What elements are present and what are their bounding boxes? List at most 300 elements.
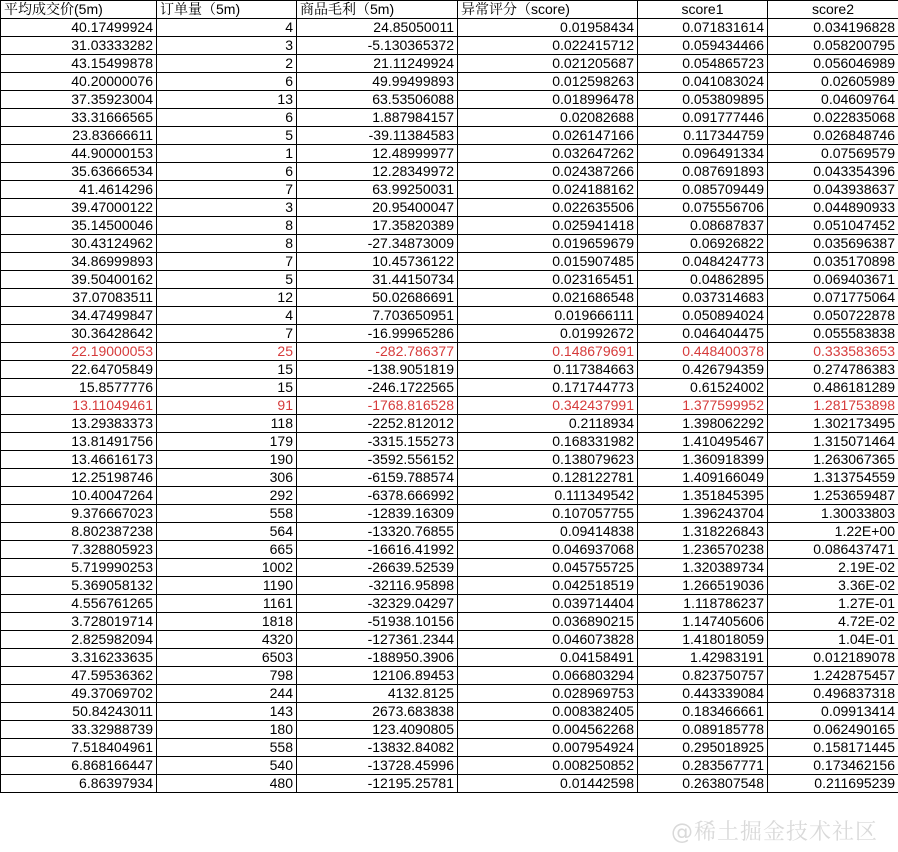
cell-order-count[interactable]: 7 bbox=[157, 253, 297, 271]
cell-avg-price[interactable]: 5.369058132 bbox=[1, 577, 157, 595]
cell-anomaly-score[interactable]: 0.039714404 bbox=[458, 595, 638, 613]
cell-order-count[interactable]: 180 bbox=[157, 721, 297, 739]
cell-gross-profit[interactable]: -16616.41992 bbox=[297, 541, 458, 559]
cell-score2[interactable]: 0.034196828 bbox=[768, 19, 898, 37]
cell-anomaly-score[interactable]: 0.019659679 bbox=[458, 235, 638, 253]
cell-score1[interactable]: 0.448400378 bbox=[638, 343, 768, 361]
cell-score2[interactable]: 4.72E-02 bbox=[768, 613, 898, 631]
cell-anomaly-score[interactable]: 0.004562268 bbox=[458, 721, 638, 739]
cell-avg-price[interactable]: 22.64705849 bbox=[1, 361, 157, 379]
cell-gross-profit[interactable]: 63.99250031 bbox=[297, 181, 458, 199]
cell-gross-profit[interactable]: -13832.84082 bbox=[297, 739, 458, 757]
cell-score2[interactable]: 0.012189078 bbox=[768, 649, 898, 667]
cell-anomaly-score[interactable]: 0.018996478 bbox=[458, 91, 638, 109]
cell-score2[interactable]: 0.07569579 bbox=[768, 145, 898, 163]
cell-avg-price[interactable]: 39.47000122 bbox=[1, 199, 157, 217]
header-anomaly-score[interactable]: 异常评分（score) bbox=[458, 1, 638, 19]
header-gross-profit[interactable]: 商品毛利（5m) bbox=[297, 1, 458, 19]
cell-gross-profit[interactable]: -6378.666992 bbox=[297, 487, 458, 505]
cell-gross-profit[interactable]: -246.1722565 bbox=[297, 379, 458, 397]
cell-score1[interactable]: 1.410495467 bbox=[638, 433, 768, 451]
cell-gross-profit[interactable]: -26639.52539 bbox=[297, 559, 458, 577]
cell-avg-price[interactable]: 2.825982094 bbox=[1, 631, 157, 649]
table-row bbox=[1, 19, 898, 37]
cell-avg-price[interactable]: 8.802387238 bbox=[1, 523, 157, 541]
cell-order-count[interactable]: 3 bbox=[157, 37, 297, 55]
table-row bbox=[1, 397, 898, 415]
cell-score2[interactable]: 0.158171445 bbox=[768, 739, 898, 757]
cell-avg-price[interactable]: 10.40047264 bbox=[1, 487, 157, 505]
cell-score2[interactable]: 0.035696387 bbox=[768, 235, 898, 253]
cell-anomaly-score[interactable]: 0.026147166 bbox=[458, 127, 638, 145]
cell-score1[interactable]: 0.117344759 bbox=[638, 127, 768, 145]
table-row bbox=[1, 55, 898, 73]
cell-score1[interactable]: 1.377599952 bbox=[638, 397, 768, 415]
cell-anomaly-score[interactable]: 0.042518519 bbox=[458, 577, 638, 595]
cell-score2[interactable]: 1.04E-01 bbox=[768, 631, 898, 649]
cell-score2[interactable]: 0.04609764 bbox=[768, 91, 898, 109]
cell-gross-profit[interactable]: -6159.788574 bbox=[297, 469, 458, 487]
cell-order-count[interactable]: 558 bbox=[157, 739, 297, 757]
cell-order-count[interactable]: 190 bbox=[157, 451, 297, 469]
table-row bbox=[1, 217, 898, 235]
cell-anomaly-score[interactable]: 0.024387266 bbox=[458, 163, 638, 181]
cell-avg-price[interactable]: 12.25198746 bbox=[1, 469, 157, 487]
cell-order-count[interactable]: 13 bbox=[157, 91, 297, 109]
cell-score1[interactable]: 1.351845395 bbox=[638, 487, 768, 505]
cell-gross-profit[interactable]: -282.786377 bbox=[297, 343, 458, 361]
cell-score1[interactable]: 1.320389734 bbox=[638, 559, 768, 577]
cell-gross-profit[interactable]: 1.887984157 bbox=[297, 109, 458, 127]
cell-score1[interactable]: 0.426794359 bbox=[638, 361, 768, 379]
cell-score2[interactable]: 0.043354396 bbox=[768, 163, 898, 181]
cell-score2[interactable]: 0.026848746 bbox=[768, 127, 898, 145]
table-row bbox=[1, 379, 898, 397]
cell-avg-price[interactable]: 6.86397934 bbox=[1, 775, 157, 793]
cell-order-count[interactable]: 4320 bbox=[157, 631, 297, 649]
cell-score1[interactable]: 1.409166049 bbox=[638, 469, 768, 487]
cell-avg-price[interactable]: 23.83666611 bbox=[1, 127, 157, 145]
table-row bbox=[1, 469, 898, 487]
cell-score2[interactable]: 0.496837318 bbox=[768, 685, 898, 703]
cell-anomaly-score[interactable]: 0.045755725 bbox=[458, 559, 638, 577]
cell-avg-price[interactable]: 34.86999893 bbox=[1, 253, 157, 271]
table-row bbox=[1, 505, 898, 523]
cell-anomaly-score[interactable]: 0.168331982 bbox=[458, 433, 638, 451]
cell-gross-profit[interactable]: -5.130365372 bbox=[297, 37, 458, 55]
cell-score2[interactable]: 1.242875457 bbox=[768, 667, 898, 685]
cell-score1[interactable]: 1.396243704 bbox=[638, 505, 768, 523]
table-row bbox=[1, 73, 898, 91]
cell-order-count[interactable]: 244 bbox=[157, 685, 297, 703]
cell-order-count[interactable]: 665 bbox=[157, 541, 297, 559]
cell-anomaly-score[interactable]: 0.117384663 bbox=[458, 361, 638, 379]
cell-score2[interactable]: 0.062490165 bbox=[768, 721, 898, 739]
cell-gross-profit[interactable]: 17.35820389 bbox=[297, 217, 458, 235]
table-row bbox=[1, 253, 898, 271]
cell-score1[interactable]: 0.61524002 bbox=[638, 379, 768, 397]
header-score2[interactable]: score2 bbox=[768, 1, 898, 19]
cell-score2[interactable]: 0.055583838 bbox=[768, 325, 898, 343]
cell-avg-price[interactable]: 13.11049461 bbox=[1, 397, 157, 415]
cell-score2[interactable]: 0.044890933 bbox=[768, 199, 898, 217]
cell-gross-profit[interactable]: 10.45736122 bbox=[297, 253, 458, 271]
table-row bbox=[1, 343, 898, 361]
cell-score2[interactable]: 0.086437471 bbox=[768, 541, 898, 559]
cell-order-count[interactable]: 179 bbox=[157, 433, 297, 451]
cell-avg-price[interactable]: 40.20000076 bbox=[1, 73, 157, 91]
cell-gross-profit[interactable]: 50.02686691 bbox=[297, 289, 458, 307]
cell-avg-price[interactable]: 13.29383373 bbox=[1, 415, 157, 433]
cell-gross-profit[interactable]: -13320.76855 bbox=[297, 523, 458, 541]
cell-order-count[interactable]: 306 bbox=[157, 469, 297, 487]
table-row bbox=[1, 415, 898, 433]
cell-score2[interactable]: 1.281753898 bbox=[768, 397, 898, 415]
cell-avg-price[interactable]: 9.376667023 bbox=[1, 505, 157, 523]
cell-gross-profit[interactable]: -16.99965286 bbox=[297, 325, 458, 343]
cell-anomaly-score[interactable]: 0.01992672 bbox=[458, 325, 638, 343]
cell-order-count[interactable]: 558 bbox=[157, 505, 297, 523]
table-row bbox=[1, 613, 898, 631]
cell-score2[interactable]: 0.051047452 bbox=[768, 217, 898, 235]
cell-gross-profit[interactable]: 63.53506088 bbox=[297, 91, 458, 109]
cell-score2[interactable]: 0.274786383 bbox=[768, 361, 898, 379]
cell-anomaly-score[interactable]: 0.025941418 bbox=[458, 217, 638, 235]
cell-order-count[interactable]: 12 bbox=[157, 289, 297, 307]
table-row bbox=[1, 559, 898, 577]
cell-order-count[interactable]: 7 bbox=[157, 325, 297, 343]
cell-score2[interactable]: 0.022835068 bbox=[768, 109, 898, 127]
cell-score2[interactable]: 1.30033803 bbox=[768, 505, 898, 523]
cell-anomaly-score[interactable]: 0.171744773 bbox=[458, 379, 638, 397]
cell-anomaly-score[interactable]: 0.09414838 bbox=[458, 523, 638, 541]
header-order-count[interactable]: 订单量（5m) bbox=[157, 1, 297, 19]
table-row bbox=[1, 775, 898, 793]
cell-order-count[interactable]: 6 bbox=[157, 163, 297, 181]
cell-avg-price[interactable]: 31.03333282 bbox=[1, 37, 157, 55]
cell-anomaly-score[interactable]: 0.008250852 bbox=[458, 757, 638, 775]
cell-score2[interactable]: 1.315071464 bbox=[768, 433, 898, 451]
cell-score2[interactable]: 2.19E-02 bbox=[768, 559, 898, 577]
table-row bbox=[1, 127, 898, 145]
cell-avg-price[interactable]: 35.14500046 bbox=[1, 217, 157, 235]
table-row bbox=[1, 721, 898, 739]
cell-avg-price[interactable]: 30.43124962 bbox=[1, 235, 157, 253]
cell-score1[interactable]: 1.42983191 bbox=[638, 649, 768, 667]
table-row bbox=[1, 109, 898, 127]
cell-avg-price[interactable]: 7.328805923 bbox=[1, 541, 157, 559]
cell-score1[interactable]: 1.418018059 bbox=[638, 631, 768, 649]
cell-gross-profit[interactable]: 12106.89453 bbox=[297, 667, 458, 685]
header-row bbox=[1, 1, 898, 19]
cell-anomaly-score[interactable]: 0.02082688 bbox=[458, 109, 638, 127]
cell-avg-price[interactable]: 30.36428642 bbox=[1, 325, 157, 343]
cell-score1[interactable]: 0.087691893 bbox=[638, 163, 768, 181]
cell-anomaly-score[interactable]: 0.024188162 bbox=[458, 181, 638, 199]
cell-order-count[interactable]: 798 bbox=[157, 667, 297, 685]
cell-gross-profit[interactable]: 12.28349972 bbox=[297, 163, 458, 181]
cell-avg-price[interactable]: 13.81491756 bbox=[1, 433, 157, 451]
cell-order-count[interactable]: 15 bbox=[157, 361, 297, 379]
cell-gross-profit[interactable]: 2673.683838 bbox=[297, 703, 458, 721]
table-row bbox=[1, 235, 898, 253]
cell-order-count[interactable]: 1161 bbox=[157, 595, 297, 613]
cell-gross-profit[interactable]: -188950.3906 bbox=[297, 649, 458, 667]
cell-anomaly-score[interactable]: 0.021686548 bbox=[458, 289, 638, 307]
table-row bbox=[1, 487, 898, 505]
cell-anomaly-score[interactable]: 0.128122781 bbox=[458, 469, 638, 487]
cell-avg-price[interactable]: 3.728019714 bbox=[1, 613, 157, 631]
cell-avg-price[interactable]: 39.50400162 bbox=[1, 271, 157, 289]
cell-order-count[interactable]: 1190 bbox=[157, 577, 297, 595]
cell-anomaly-score[interactable]: 0.019666111 bbox=[458, 307, 638, 325]
cell-score1[interactable]: 0.059434466 bbox=[638, 37, 768, 55]
cell-order-count[interactable]: 6503 bbox=[157, 649, 297, 667]
cell-score1[interactable]: 0.053809895 bbox=[638, 91, 768, 109]
cell-score1[interactable]: 1.147405606 bbox=[638, 613, 768, 631]
cell-gross-profit[interactable]: -51938.10156 bbox=[297, 613, 458, 631]
cell-gross-profit[interactable]: 20.95400047 bbox=[297, 199, 458, 217]
cell-gross-profit[interactable]: 21.11249924 bbox=[297, 55, 458, 73]
cell-gross-profit[interactable]: 123.4090805 bbox=[297, 721, 458, 739]
cell-score1[interactable]: 0.443339084 bbox=[638, 685, 768, 703]
table-row bbox=[1, 667, 898, 685]
cell-score1[interactable]: 1.266519036 bbox=[638, 577, 768, 595]
cell-gross-profit[interactable]: -32116.95898 bbox=[297, 577, 458, 595]
cell-score1[interactable]: 1.236570238 bbox=[638, 541, 768, 559]
cell-order-count[interactable]: 1 bbox=[157, 145, 297, 163]
cell-order-count[interactable]: 91 bbox=[157, 397, 297, 415]
cell-score1[interactable]: 0.183466661 bbox=[638, 703, 768, 721]
cell-anomaly-score[interactable]: 0.022415712 bbox=[458, 37, 638, 55]
cell-order-count[interactable]: 8 bbox=[157, 235, 297, 253]
cell-score1[interactable]: 0.075556706 bbox=[638, 199, 768, 217]
cell-gross-profit[interactable]: -1768.816528 bbox=[297, 397, 458, 415]
cell-score1[interactable]: 0.085709449 bbox=[638, 181, 768, 199]
cell-order-count[interactable]: 1818 bbox=[157, 613, 297, 631]
cell-anomaly-score[interactable]: 0.007954924 bbox=[458, 739, 638, 757]
cell-avg-price[interactable]: 7.518404961 bbox=[1, 739, 157, 757]
cell-score2[interactable]: 0.486181289 bbox=[768, 379, 898, 397]
watermark: @稀土掘金技术社区 bbox=[670, 820, 878, 845]
cell-score1[interactable]: 0.06926822 bbox=[638, 235, 768, 253]
cell-avg-price[interactable]: 37.07083511 bbox=[1, 289, 157, 307]
cell-score1[interactable]: 0.046404475 bbox=[638, 325, 768, 343]
cell-avg-price[interactable]: 15.8577776 bbox=[1, 379, 157, 397]
cell-avg-price[interactable]: 4.556761265 bbox=[1, 595, 157, 613]
cell-order-count[interactable]: 4 bbox=[157, 19, 297, 37]
cell-order-count[interactable]: 1002 bbox=[157, 559, 297, 577]
table-row bbox=[1, 199, 898, 217]
cell-avg-price[interactable]: 3.316233635 bbox=[1, 649, 157, 667]
table-row bbox=[1, 541, 898, 559]
cell-score1[interactable]: 0.263807548 bbox=[638, 775, 768, 793]
cell-anomaly-score[interactable]: 0.021205687 bbox=[458, 55, 638, 73]
cell-gross-profit[interactable]: -3315.155273 bbox=[297, 433, 458, 451]
cell-order-count[interactable]: 6 bbox=[157, 73, 297, 91]
cell-avg-price[interactable]: 35.63666534 bbox=[1, 163, 157, 181]
cell-score1[interactable]: 1.118786237 bbox=[638, 595, 768, 613]
cell-anomaly-score[interactable]: 0.023165451 bbox=[458, 271, 638, 289]
cell-order-count[interactable]: 5 bbox=[157, 127, 297, 145]
cell-score2[interactable]: 0.071775064 bbox=[768, 289, 898, 307]
cell-order-count[interactable]: 480 bbox=[157, 775, 297, 793]
cell-score1[interactable]: 0.050894024 bbox=[638, 307, 768, 325]
cell-score1[interactable]: 0.04862895 bbox=[638, 271, 768, 289]
cell-avg-price[interactable]: 13.46616173 bbox=[1, 451, 157, 469]
table-row bbox=[1, 595, 898, 613]
cell-score2[interactable]: 0.050722878 bbox=[768, 307, 898, 325]
cell-avg-price[interactable]: 22.19000053 bbox=[1, 343, 157, 361]
cell-score1[interactable]: 0.823750757 bbox=[638, 667, 768, 685]
table-row bbox=[1, 325, 898, 343]
cell-score2[interactable]: 0.058200795 bbox=[768, 37, 898, 55]
table-row bbox=[1, 523, 898, 541]
cell-anomaly-score[interactable]: 0.046073828 bbox=[458, 631, 638, 649]
cell-score2[interactable]: 1.253659487 bbox=[768, 487, 898, 505]
cell-gross-profit[interactable]: 24.85050011 bbox=[297, 19, 458, 37]
cell-score1[interactable]: 0.037314683 bbox=[638, 289, 768, 307]
cell-gross-profit[interactable]: 4132.8125 bbox=[297, 685, 458, 703]
cell-anomaly-score[interactable]: 0.01442598 bbox=[458, 775, 638, 793]
cell-anomaly-score[interactable]: 0.028969753 bbox=[458, 685, 638, 703]
cell-gross-profit[interactable]: 12.48999977 bbox=[297, 145, 458, 163]
cell-anomaly-score[interactable]: 0.046937068 bbox=[458, 541, 638, 559]
cell-score2[interactable]: 0.035170898 bbox=[768, 253, 898, 271]
cell-order-count[interactable]: 3 bbox=[157, 199, 297, 217]
cell-gross-profit[interactable]: -13728.45996 bbox=[297, 757, 458, 775]
cell-gross-profit[interactable]: -39.11384583 bbox=[297, 127, 458, 145]
cell-gross-profit[interactable]: 7.703650951 bbox=[297, 307, 458, 325]
cell-anomaly-score[interactable]: 0.022635506 bbox=[458, 199, 638, 217]
cell-avg-price[interactable]: 49.37069702 bbox=[1, 685, 157, 703]
cell-gross-profit[interactable]: -12839.16309 bbox=[297, 505, 458, 523]
cell-score1[interactable]: 0.08687837 bbox=[638, 217, 768, 235]
cell-order-count[interactable]: 15 bbox=[157, 379, 297, 397]
cell-avg-price[interactable]: 5.719990253 bbox=[1, 559, 157, 577]
cell-avg-price[interactable]: 33.32988739 bbox=[1, 721, 157, 739]
cell-gross-profit[interactable]: -138.9051819 bbox=[297, 361, 458, 379]
table-row bbox=[1, 451, 898, 469]
cell-anomaly-score[interactable]: 0.148679691 bbox=[458, 343, 638, 361]
cell-avg-price[interactable]: 33.31666565 bbox=[1, 109, 157, 127]
cell-score2[interactable]: 1.27E-01 bbox=[768, 595, 898, 613]
cell-order-count[interactable]: 6 bbox=[157, 109, 297, 127]
cell-gross-profit[interactable]: -27.34873009 bbox=[297, 235, 458, 253]
header-score1[interactable]: score1 bbox=[638, 1, 768, 19]
cell-anomaly-score[interactable]: 0.111349542 bbox=[458, 487, 638, 505]
cell-order-count[interactable]: 8 bbox=[157, 217, 297, 235]
cell-anomaly-score[interactable]: 0.012598263 bbox=[458, 73, 638, 91]
cell-order-count[interactable]: 292 bbox=[157, 487, 297, 505]
cell-gross-profit[interactable]: -12195.25781 bbox=[297, 775, 458, 793]
table-row bbox=[1, 685, 898, 703]
cell-score2[interactable]: 1.313754559 bbox=[768, 469, 898, 487]
cell-anomaly-score[interactable]: 0.036890215 bbox=[458, 613, 638, 631]
cell-score1[interactable]: 0.096491334 bbox=[638, 145, 768, 163]
cell-avg-price[interactable]: 47.59536362 bbox=[1, 667, 157, 685]
cell-gross-profit[interactable]: -127361.2344 bbox=[297, 631, 458, 649]
cell-score2[interactable]: 1.302173495 bbox=[768, 415, 898, 433]
cell-score1[interactable]: 1.318226843 bbox=[638, 523, 768, 541]
cell-anomaly-score[interactable]: 0.138079623 bbox=[458, 451, 638, 469]
cell-score2[interactable]: 0.069403671 bbox=[768, 271, 898, 289]
cell-score1[interactable]: 0.054865723 bbox=[638, 55, 768, 73]
cell-score2[interactable]: 0.173462156 bbox=[768, 757, 898, 775]
cell-score1[interactable]: 0.295018925 bbox=[638, 739, 768, 757]
header-avg-price[interactable]: 平均成交价(5m) bbox=[1, 1, 157, 19]
cell-score1[interactable]: 0.071831614 bbox=[638, 19, 768, 37]
cell-anomaly-score[interactable]: 0.008382405 bbox=[458, 703, 638, 721]
cell-avg-price[interactable]: 6.868166447 bbox=[1, 757, 157, 775]
cell-score2[interactable]: 1.22E+00 bbox=[768, 523, 898, 541]
cell-anomaly-score[interactable]: 0.015907485 bbox=[458, 253, 638, 271]
cell-score1[interactable]: 0.048424773 bbox=[638, 253, 768, 271]
table-row bbox=[1, 739, 898, 757]
table-row bbox=[1, 649, 898, 667]
cell-avg-price[interactable]: 34.47499847 bbox=[1, 307, 157, 325]
cell-score2[interactable]: 0.211695239 bbox=[768, 775, 898, 793]
cell-gross-profit[interactable]: -3592.556152 bbox=[297, 451, 458, 469]
cell-avg-price[interactable]: 44.90000153 bbox=[1, 145, 157, 163]
cell-avg-price[interactable]: 50.84243011 bbox=[1, 703, 157, 721]
cell-score2[interactable]: 0.09913414 bbox=[768, 703, 898, 721]
table-row bbox=[1, 289, 898, 307]
cell-anomaly-score[interactable]: 0.107057755 bbox=[458, 505, 638, 523]
cell-anomaly-score[interactable]: 0.04158491 bbox=[458, 649, 638, 667]
cell-avg-price[interactable]: 43.15499878 bbox=[1, 55, 157, 73]
table-row bbox=[1, 757, 898, 775]
cell-avg-price[interactable]: 41.4614296 bbox=[1, 181, 157, 199]
cell-score1[interactable]: 0.089185778 bbox=[638, 721, 768, 739]
cell-gross-profit[interactable]: 31.44150734 bbox=[297, 271, 458, 289]
cell-anomaly-score[interactable]: 0.032647262 bbox=[458, 145, 638, 163]
cell-order-count[interactable]: 540 bbox=[157, 757, 297, 775]
cell-order-count[interactable]: 143 bbox=[157, 703, 297, 721]
cell-order-count[interactable]: 564 bbox=[157, 523, 297, 541]
table-row bbox=[1, 631, 898, 649]
cell-anomaly-score[interactable]: 0.342437991 bbox=[458, 397, 638, 415]
cell-order-count[interactable]: 25 bbox=[157, 343, 297, 361]
cell-anomaly-score[interactable]: 0.066803294 bbox=[458, 667, 638, 685]
cell-score2[interactable]: 0.043938637 bbox=[768, 181, 898, 199]
table-body bbox=[1, 19, 898, 793]
cell-score2[interactable]: 1.263067365 bbox=[768, 451, 898, 469]
cell-score1[interactable]: 1.360918399 bbox=[638, 451, 768, 469]
cell-order-count[interactable]: 7 bbox=[157, 181, 297, 199]
cell-score1[interactable]: 0.041083024 bbox=[638, 73, 768, 91]
cell-score2[interactable]: 3.36E-02 bbox=[768, 577, 898, 595]
cell-avg-price[interactable]: 40.17499924 bbox=[1, 19, 157, 37]
cell-order-count[interactable]: 118 bbox=[157, 415, 297, 433]
cell-order-count[interactable]: 2 bbox=[157, 55, 297, 73]
cell-order-count[interactable]: 5 bbox=[157, 271, 297, 289]
cell-anomaly-score[interactable]: 0.01958434 bbox=[458, 19, 638, 37]
cell-anomaly-score[interactable]: 0.2118934 bbox=[458, 415, 638, 433]
cell-score2[interactable]: 0.333583653 bbox=[768, 343, 898, 361]
cell-score1[interactable]: 1.398062292 bbox=[638, 415, 768, 433]
cell-score2[interactable]: 0.056046989 bbox=[768, 55, 898, 73]
cell-score1[interactable]: 0.283567771 bbox=[638, 757, 768, 775]
cell-score2[interactable]: 0.02605989 bbox=[768, 73, 898, 91]
cell-gross-profit[interactable]: 49.99499893 bbox=[297, 73, 458, 91]
cell-order-count[interactable]: 4 bbox=[157, 307, 297, 325]
table-row bbox=[1, 181, 898, 199]
cell-score1[interactable]: 0.091777446 bbox=[638, 109, 768, 127]
cell-gross-profit[interactable]: -2252.812012 bbox=[297, 415, 458, 433]
cell-gross-profit[interactable]: -32329.04297 bbox=[297, 595, 458, 613]
cell-avg-price[interactable]: 37.35923004 bbox=[1, 91, 157, 109]
